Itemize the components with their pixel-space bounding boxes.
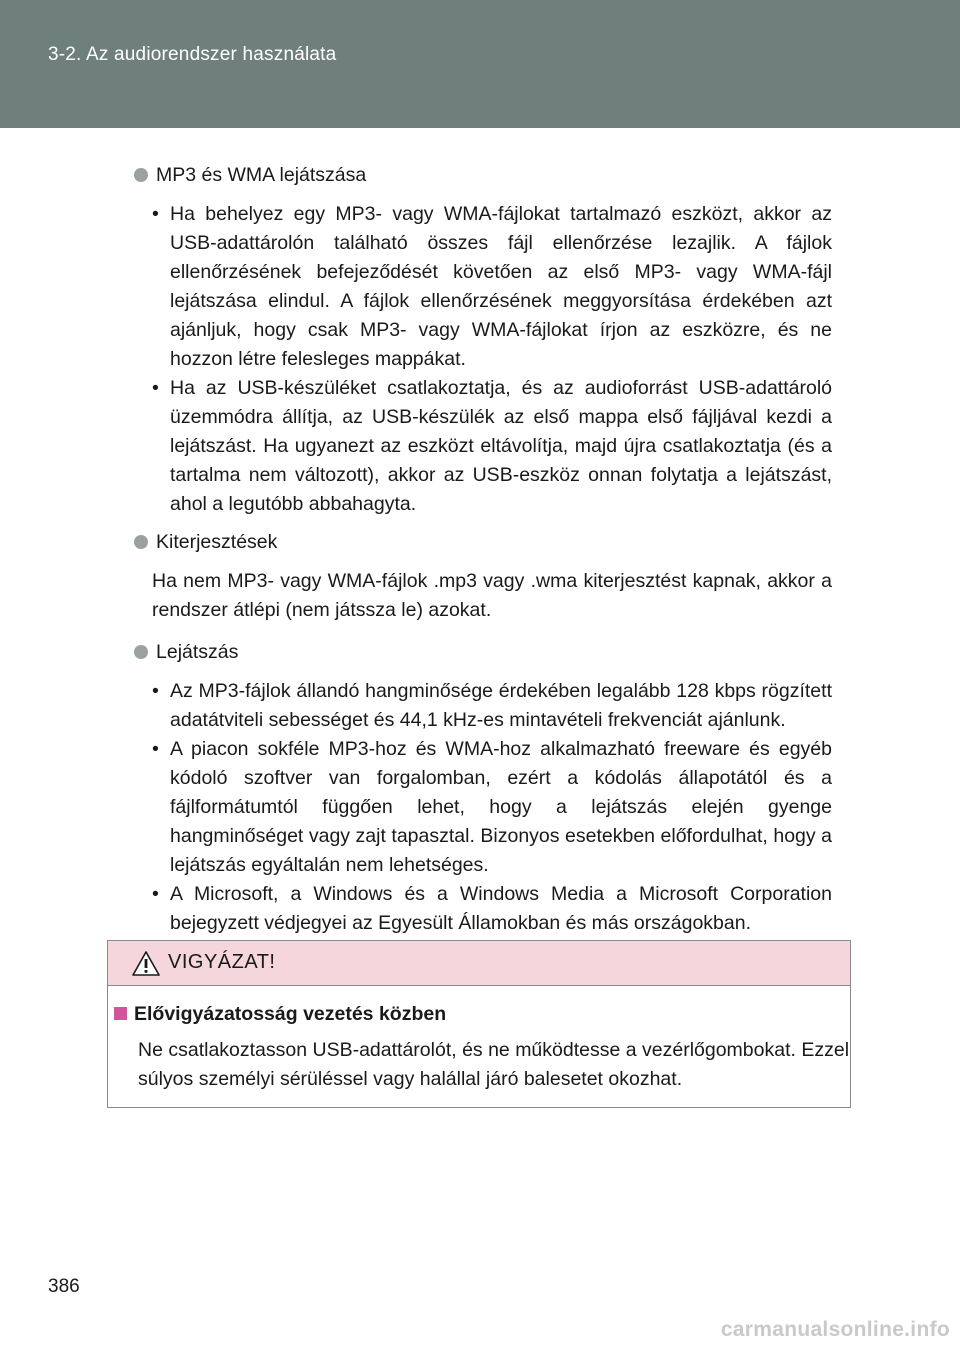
- section-heading: [132, 527, 832, 557]
- caution-text: Ne csatlakoztasson USB-adattárolót, és ne működtesse a vezérlőgombokat. Ezzel súlyos személyi sérüléssel vagy halállal járó balesetet okozhat.: [138, 1039, 850, 1090]
- bullet-list: [132, 677, 832, 938]
- caution-body: [108, 986, 850, 1094]
- bullet-mark: •: [152, 680, 159, 702]
- list-item-text: Ha behelyez egy MP3- vagy WMA-fájlokat tartalmazó eszközt, akkor az USB-adattárolón található összes fájl ellenőrzése lezajlik. A fájlok ellenőrzésének befejeződését követően az első MP3- vagy WMA-fájl lejátszása elindul. A fájlok ellenőrzésének meggyorsítása érdekében azt ajánljuk, hogy csak MP3- vagy WMA-fájlokat írjon az eszközre, és ne hozzon létre felesleges mappákat.: [170, 203, 832, 370]
- heading-text: Lejátszás: [156, 641, 239, 663]
- caution-subheading-text: Elővigyázatosság vezetés közben: [134, 1003, 447, 1025]
- circle-bullet-icon: [134, 645, 148, 659]
- heading-text: Kiterjesztések: [156, 531, 278, 553]
- caution-header: [108, 941, 850, 986]
- watermark: carmanualsonline.info: [720, 1318, 950, 1341]
- bullet-mark: •: [152, 377, 159, 399]
- square-bullet-icon: [114, 1007, 127, 1020]
- section-title: 3-2. Az audiorendszer használata: [48, 44, 337, 65]
- list-item-text: A Microsoft, a Windows és a Windows Media a Microsoft Corporation bejegyzett védjegyei az Egyesült Államokban és más országokban.: [170, 883, 832, 934]
- bullet-list: [132, 200, 832, 519]
- section-heading: [132, 637, 832, 667]
- list-item: [132, 374, 832, 519]
- paragraph: Ha nem MP3- vagy WMA-fájlok .mp3 vagy .wma kiterjesztést kapnak, akkor a rendszer átlépi (nem játssza le) azokat.: [152, 570, 832, 621]
- bullet-mark: •: [152, 738, 159, 760]
- list-item-text: A piacon sokféle MP3-hoz és WMA-hoz alkalmazható freeware és egyéb kódoló szoftver van forgalomban, ezért a kódolás állapotától és a fájlformátumtól függően lehet, hogy a lejátszás elején gyenge hangminőséget vagy zajt tapasztal. Bizonyos esetekben előfordulhat, hogy a lejátszás egyáltalán nem lehetséges.: [170, 738, 832, 876]
- list-item-text: Ha az USB-készüléket csatlakoztatja, és az audioforrást USB-adattároló üzemmódra állítja, az USB-készülék az első mappa első fájljával kezdi a lejátszást. Ha ugyanezt az eszközt eltávolítja, majd újra csatlakoztatja (és a tartalma nem változott), akkor az USB-eszköz onnan folytatja a lejátszást, ahol a legutóbb abbahagyta.: [170, 377, 832, 515]
- heading-text: MP3 és WMA lejátszása: [156, 164, 367, 186]
- bullet-mark: •: [152, 203, 159, 225]
- circle-bullet-icon: [134, 168, 148, 182]
- section-heading: [132, 160, 832, 190]
- list-item: [132, 677, 832, 735]
- caution-subheading: [114, 1000, 850, 1028]
- caution-box: [107, 940, 851, 1108]
- list-item: [132, 880, 832, 938]
- main-content: [132, 160, 832, 942]
- circle-bullet-icon: [134, 535, 148, 549]
- header-band: [0, 0, 960, 128]
- list-item-text: Az MP3-fájlok állandó hangminősége érdekében legalább 128 kbps rögzített adatátviteli sebességet és 44,1 kHz-es mintavételi frekvenciát ajánlunk.: [170, 680, 832, 731]
- list-item: [132, 200, 832, 374]
- page-number: 386: [48, 1276, 80, 1297]
- list-item: [132, 735, 832, 880]
- caution-title: VIGYÁZAT!: [168, 951, 276, 973]
- bullet-mark: •: [152, 883, 159, 905]
- warning-triangle-icon: [132, 951, 160, 976]
